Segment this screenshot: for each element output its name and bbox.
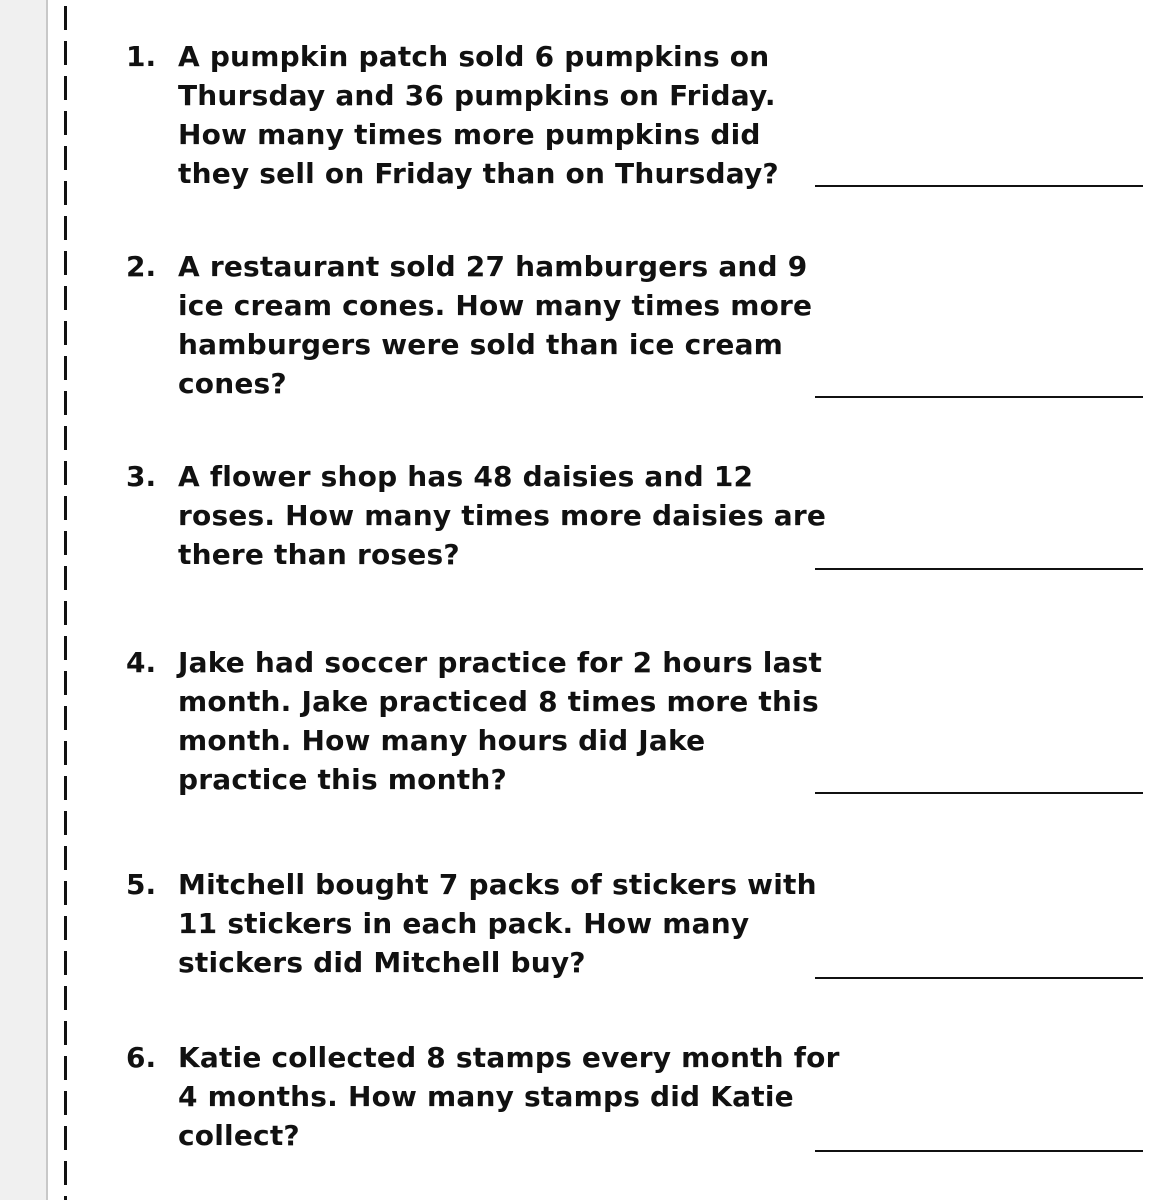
question-number: 2. bbox=[126, 250, 157, 283]
question-number: 4. bbox=[126, 646, 157, 679]
question-line: practice this month? bbox=[178, 763, 507, 796]
answer-line[interactable] bbox=[815, 568, 1143, 570]
question-line: they sell on Friday than on Thursday? bbox=[178, 157, 779, 190]
question-line: Katie collected 8 stamps every month for bbox=[178, 1041, 840, 1074]
question-line: Mitchell bought 7 packs of stickers with bbox=[178, 868, 817, 901]
question-line: A pumpkin patch sold 6 pumpkins on bbox=[178, 40, 770, 73]
question-line: stickers did Mitchell buy? bbox=[178, 946, 586, 979]
question-line: Thursday and 36 pumpkins on Friday. bbox=[178, 79, 776, 112]
question-line: A flower shop has 48 daisies and 12 bbox=[178, 460, 754, 493]
question-line: hamburgers were sold than ice cream bbox=[178, 328, 784, 361]
answer-line[interactable] bbox=[815, 1150, 1143, 1152]
question-line: A restaurant sold 27 hamburgers and 9 bbox=[178, 250, 808, 283]
question-line: 11 stickers in each pack. How many bbox=[178, 907, 750, 940]
cut-line bbox=[64, 6, 67, 1200]
question-number: 5. bbox=[126, 868, 157, 901]
question-number: 1. bbox=[126, 40, 157, 73]
question-line: month. How many hours did Jake bbox=[178, 724, 706, 757]
question-number: 3. bbox=[126, 460, 157, 493]
question-text bbox=[178, 247, 838, 403]
page-margin bbox=[0, 0, 46, 1200]
question-line: How many times more pumpkins did bbox=[178, 118, 761, 151]
question-line: Jake had soccer practice for 2 hours last bbox=[178, 646, 823, 679]
question-text bbox=[178, 1038, 838, 1155]
question-text bbox=[178, 643, 838, 799]
question-text bbox=[178, 37, 838, 193]
answer-line[interactable] bbox=[815, 396, 1143, 398]
question-line: cones? bbox=[178, 367, 287, 400]
answer-line[interactable] bbox=[815, 977, 1143, 979]
question-line: 4 months. How many stamps did Katie bbox=[178, 1080, 794, 1113]
question-line: roses. How many times more daisies are bbox=[178, 499, 827, 532]
question-line: there than roses? bbox=[178, 538, 460, 571]
question-line: collect? bbox=[178, 1119, 300, 1152]
question-line: ice cream cones. How many times more bbox=[178, 289, 813, 322]
answer-line[interactable] bbox=[815, 792, 1143, 794]
question-text bbox=[178, 457, 838, 574]
question-line: month. Jake practiced 8 times more this bbox=[178, 685, 819, 718]
page-edge bbox=[46, 0, 48, 1200]
question-text bbox=[178, 865, 838, 982]
question-number: 6. bbox=[126, 1041, 157, 1074]
answer-line[interactable] bbox=[815, 185, 1143, 187]
